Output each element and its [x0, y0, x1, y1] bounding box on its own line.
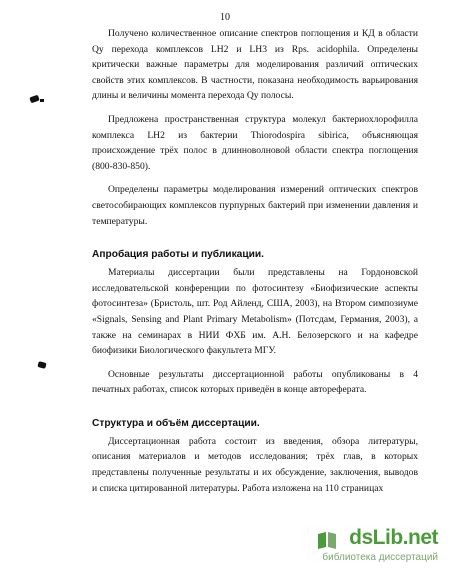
paragraph: Предложена пространственная структура молекул бактериохлорофилла комплекса LH2 из бактерии Thiorodospira sibirica, объясняющая происхождение трёх полос в длинноволновой области спектра поглощения (800-830-850).: [92, 113, 418, 172]
paragraph: Материалы диссертации были представлены на Гордоновской исследовательской конференции по фотосинтезу «Биофизические аспекты фотосинтеза» (Бристоль, шт. Род Айленд, США, 2003), на Втором симпозиуме «Signals, Sensing and Plant Primary Metabolism» (Потсдам, Германия, 2003), а также на семинарах в НИИ ФХБ им. А.Н. Белозерского и на кафедре биофизики Биологического факультета МГУ.: [92, 267, 418, 357]
paragraph: Диссертационная работа состоит из введения, обзора литературы, описания материалов и методов исследования; трёх глав, в которых представлены полученные результаты и их обсуждение, заключения, выводов и списка цитированной литературы. Работа изложена на 110 страницах: [92, 435, 418, 494]
watermark-tagline: библиотека диссертаций: [322, 552, 438, 563]
document-body: [92, 26, 418, 496]
watermark-logo: dsLib.net: [349, 526, 438, 549]
scan-mark: [29, 95, 40, 104]
scan-mark: [40, 99, 44, 102]
section-heading: Структура и объём диссертации.: [92, 417, 260, 429]
paragraph: Основные результаты диссертационной работы опубликованы в 4 печатных работах, список которых приведён в конце автореферата.: [92, 368, 418, 396]
watermark: [318, 526, 438, 570]
page-number: 10: [220, 12, 230, 23]
paragraph: Определены параметры моделирования измерений оптических спектров светособирающих комплексов пурпурных бактерий при изменении давления и температуры.: [92, 184, 418, 227]
section-heading: Апробация работы и публикации.: [92, 249, 264, 261]
paragraph: Получено количественное описание спектров поглощения и КД в области Qy перехода комплексов LH2 и LH3 из Rps. acidophila. Определены критически важные параметры для моделирования различий оптических свойств этих комплексов. В частности, показана необходимость варьирования длины и величины момента перехода Qy полосы.: [92, 28, 418, 102]
book-icon: [316, 530, 338, 550]
scan-mark: [37, 361, 46, 369]
